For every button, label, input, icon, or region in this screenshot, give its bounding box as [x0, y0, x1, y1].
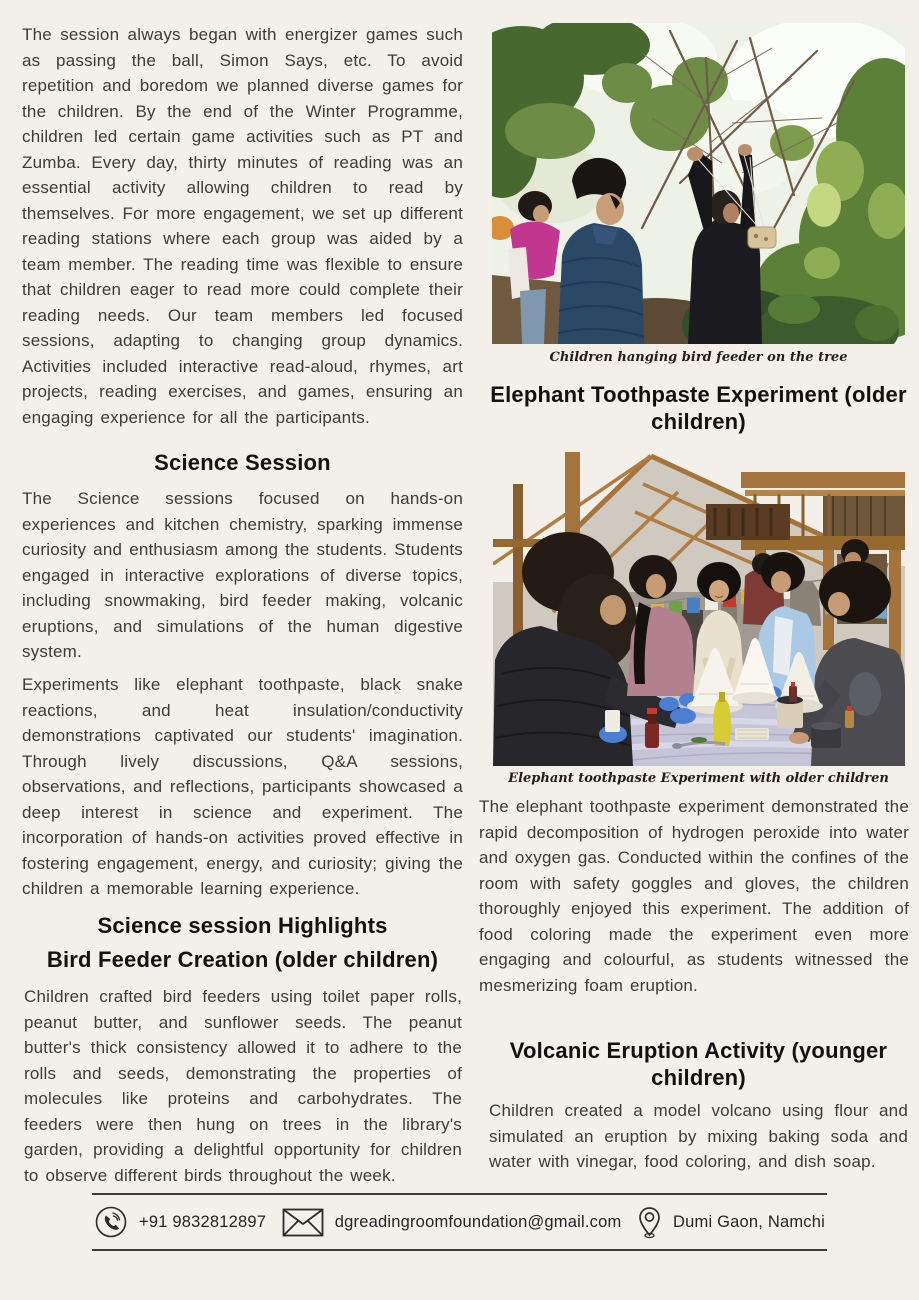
phone-number: +91 9832812897 [139, 1212, 267, 1231]
footer-contact-bar [92, 1193, 827, 1251]
photo-elephant-toothpaste [493, 444, 905, 766]
bird-feeder-scene [492, 23, 905, 344]
intro-paragraph: The session always began with energizer games such as passing the ball, Simon Says, etc. To avoid repetition and boredom we planned diverse games for the children. By the end of the Winter Programme, children led certain game activities such as PT and Zumba. Every day, thirty minutes of reading was an essential activity allowing children to read by themselves. For more engagement, we set up different reading stations where each group was aided by a team member. The reading time was flexible to ensure that children eager to read more could complete their reading needs. Our team members led focused sessions, adapting to changing group dynamics. Activities included interactive read-aloud, rhymes, art projects, reading exercises, and games, ensuring an engaging experience for all the participants. [22, 25, 463, 427]
photo-bird-feeder [492, 23, 905, 344]
science-paragraph-2: Experiments like elephant toothpaste, black snake reactions, and heat insulation/conductivity demonstrations captivated our students' imagination. Through lively discussions, Q&A sessions, observations, and reflections, participants showcased a deep interest in science and experiment. The incorporation of hands-on activities proved effective in fostering engagement, energy, and curiosity; giving the children a memorable learning experience. [22, 675, 463, 898]
email-icon [282, 1208, 324, 1237]
location-text: Dumi Gaon, Namchi [673, 1212, 825, 1231]
science-highlights-heading: Science session Highlights [97, 913, 388, 938]
science-paragraph-1: The Science sessions focused on hands-on experiences and kitchen chemistry, sparking immense curiosity and enthusiasm among the students. Students engaged in interactive explorations of diverse topics, including snowmaking, bird feeder making, volcanic eruptions, and simulations of the human digestive system. [22, 489, 463, 661]
volcano-heading: Volcanic Eruption Activity (younger children) [509, 1038, 888, 1090]
contact-location [637, 1206, 825, 1239]
bird-feeder-paragraph: Children crafted bird feeders using toilet paper rolls, peanut butter, and sunflower seeds. The peanut butter's thick consistency allowed it to adhere to the rolls and seeds, demonstrating the properties of molecules like proteins and carbohydrates. The feeders were then hung on trees in the library's garden, providing a delightful opportunity for children to observe different birds throughout the week. [24, 987, 462, 1185]
bird-feeder-heading: Bird Feeder Creation (older children) [46, 947, 439, 972]
location-pin-icon [637, 1206, 662, 1239]
elephant-paragraph: The elephant toothpaste experiment demonstrated the rapid decomposition of hydrogen peroxide into water and oxygen gas. Conducted within the confines of the room with safety goggles and gloves, the children thoroughly enjoyed this experiment. The addition of food coloring made the experiment even more engaging and colourful, as students witnessed the mesmerizing foam eruption. [479, 797, 909, 995]
contact-email [282, 1208, 622, 1237]
photo1-caption: Children hanging bird feeder on the tree [549, 350, 848, 365]
volcano-paragraph: Children created a model volcano using flour and simulated an eruption by mixing baking soda and water with vinegar, food coloring, and dish soap. [489, 1101, 908, 1171]
toothpaste-scene [493, 444, 905, 766]
phone-icon [94, 1205, 128, 1239]
photo2-caption: Elephant toothpaste Experiment with older children [508, 771, 889, 786]
elephant-toothpaste-heading: Elephant Toothpaste Experiment (older children) [490, 382, 907, 434]
contact-phone [94, 1205, 266, 1239]
science-session-heading: Science Session [154, 450, 331, 475]
email-address: dgreadingroomfoundation@gmail.com [334, 1212, 622, 1231]
